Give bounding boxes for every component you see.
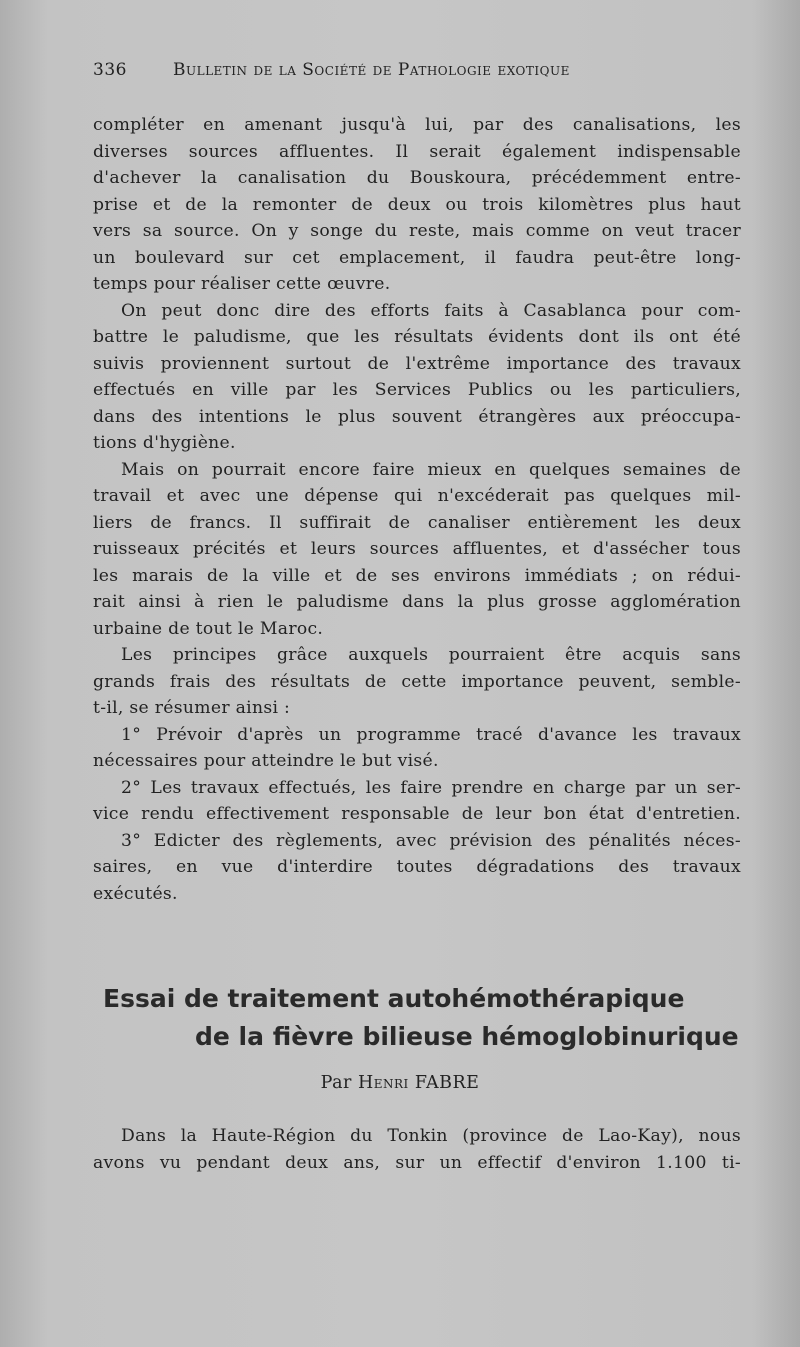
byline-author: Henri FABRE — [357, 1073, 480, 1093]
text-line: vice rendu effectivement responsable de leur bon état d'entretien. — [93, 804, 741, 824]
text-line: grands frais des résultats de cette importance peuvent, semble- — [93, 671, 741, 692]
text-line: avons vu pendant deux ans, sur un effectif d'environ 1.100 ti- — [93, 1152, 741, 1173]
byline — [0, 1073, 800, 1093]
byline-prefix: Par — [320, 1073, 352, 1093]
text-line: tions d'hygiène. — [93, 433, 236, 453]
text-line: d'achever la canalisation du Bouskoura, précédemment entre- — [93, 168, 741, 188]
article-title — [103, 980, 743, 1056]
text-line: On peut donc dire des efforts faits à Casablanca pour com- — [121, 300, 741, 321]
running-title: Bulletin de la Société de Pathologie exotique — [173, 60, 570, 80]
text-line: effectués en ville par les Services Publics ou les particuliers, — [93, 380, 741, 400]
text-line: diverses sources affluentes. Il serait également indispensable — [93, 141, 741, 162]
text-line: les marais de la ville et de ses environs immédiats ; on rédui- — [93, 565, 741, 586]
text-line: saires, en vue d'interdire toutes dégradations des travaux — [93, 857, 741, 877]
text-line: temps pour réaliser cette œuvre. — [93, 274, 391, 294]
text-line: exécutés. — [93, 883, 178, 904]
text-line: dans des intentions le plus souvent étrangères aux préoccupa- — [93, 406, 741, 427]
article-title-line-1: Essai de traitement autohémothérapique — [103, 984, 685, 1013]
previous-article-text — [93, 112, 741, 907]
article-title-line-2: de la fièvre bilieuse hémoglobinurique — [195, 1022, 739, 1051]
list-item-1: 1° Prévoir d'après un programme tracé d'avance les travaux — [121, 724, 741, 745]
text-line: Les principes grâce auxquels pourraient être acquis sans — [121, 645, 741, 665]
text-line: prise et de la remonter de deux ou trois kilomètres plus haut — [93, 194, 741, 215]
text-line: Mais on pourrait encore faire mieux en quelques semaines de — [121, 459, 741, 480]
text-line: un boulevard sur cet emplacement, il faudra peut-être long- — [93, 247, 741, 268]
text-line: vers sa source. On y songe du reste, mais comme on veut tracer — [93, 221, 741, 241]
text-line: travail et avec une dépense qui n'excéderait pas quelques mil- — [93, 486, 741, 506]
text-line: rait ainsi à rien le paludisme dans la plus grosse agglomération — [93, 592, 741, 612]
text-line: compléter en amenant jusqu'à lui, par des canalisations, les — [93, 115, 741, 135]
running-header — [93, 60, 743, 80]
text-line: liers de francs. Il suffirait de canaliser entièrement les deux — [93, 512, 741, 533]
text-line: suivis proviennent surtout de l'extrême importance des travaux — [93, 353, 741, 374]
text-line: nécessaires pour atteindre le but visé. — [93, 751, 439, 771]
text-line: urbaine de tout le Maroc. — [93, 618, 324, 639]
list-item-2: 2° Les travaux effectués, les faire prendre en charge par un ser- — [121, 777, 741, 798]
text-line: Dans la Haute-Région du Tonkin (province de Lao-Kay), nous — [121, 1126, 741, 1146]
text-line: battre le paludisme, que les résultats évidents dont ils ont été — [93, 327, 741, 347]
text-line: t-il, se résumer ainsi : — [93, 698, 291, 718]
list-item-3: 3° Edicter des règlements, avec prévision des pénalités néces- — [121, 830, 741, 851]
page-number: 336 — [93, 60, 127, 80]
article-body — [93, 1123, 741, 1176]
text-line: ruisseaux précités et leurs sources affluentes, et d'assécher tous — [93, 539, 741, 559]
